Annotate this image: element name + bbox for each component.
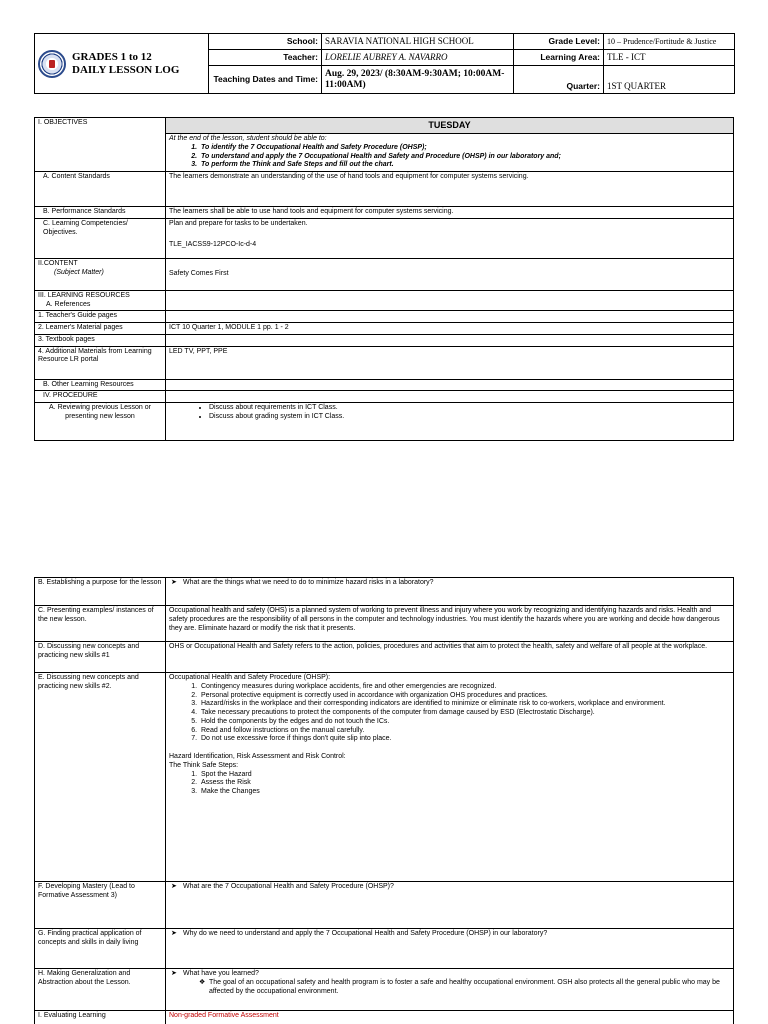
grade-value: 10 – Prudence/Fortitude & Justice <box>604 34 735 50</box>
procedure-f-label: F. Developing Mastery (Lead to Formative Assessment 3) <box>35 882 166 929</box>
procedure-h-sub: ❖ The goal of an occupational safety and health program is to foster a safe and healthy occupational environment. OSH also protects all the general public who may be affected by the occupational environment. <box>169 979 730 997</box>
objectives-intro: At the end of the lesson, student should be able to: <box>169 135 327 142</box>
content-sublabel: (Subject Matter) <box>54 268 104 276</box>
procedure-g-cell <box>166 929 734 969</box>
content-standards-label: A. Content Standards <box>35 172 166 207</box>
lm-value: ICT 10 Quarter 1, MODULE 1 pp. 1 - 2 <box>166 323 734 335</box>
procedure-h-label: H. Making Generalization and Abstraction about the Lesson. <box>35 969 166 1011</box>
resources-label-cell <box>35 290 166 311</box>
objective-item: 1. To identify the 7 Occupational Health and Safety Procedure (OHSP); <box>199 144 730 153</box>
procedure-f-text: ➤ What are the 7 Occupational Health and Safety Procedure (OHSP)? <box>169 883 730 892</box>
teacher-label: Teacher: <box>209 50 322 66</box>
area-label: Learning Area: <box>514 50 604 66</box>
lesson-table-part1 <box>34 117 734 441</box>
content-label: II.CONTENT <box>38 259 78 267</box>
day-heading: TUESDAY <box>166 118 734 134</box>
procedure-e-head: Occupational Health and Safety Procedure (OHSP): <box>169 674 331 681</box>
references-label: A. References <box>46 300 91 308</box>
title-line2: DAILY LESSON LOG <box>72 63 180 76</box>
list-item: 2. Personal protective equipment is correctly used in accordance with organization OHS procedures and practices. <box>199 692 730 701</box>
list-item: 1. Spot the Hazard <box>199 771 730 780</box>
procedure-f-cell <box>166 882 734 929</box>
list-item: 3. Make the Changes <box>199 788 730 797</box>
procedure-e-label: E. Discussing new concepts and practicing new skills #2. <box>35 673 166 882</box>
list-item: • Discuss about requirements in ICT Class. <box>209 404 730 413</box>
competency-text: Plan and prepare for tasks to be undertaken. <box>169 219 308 227</box>
teacher-value: LORELIE AUBREY A. NAVARRO <box>322 50 514 66</box>
dates-value: Aug. 29, 2023/ (8:30AM-9:30AM; 10:00AM-11:00AM) <box>322 66 514 94</box>
tg-label: 1. Teacher's Guide pages <box>35 311 166 323</box>
objective-item: 2. To understand and apply the 7 Occupational Health and Safety and Procedure (OHSP) in our laboratory and; <box>199 153 730 162</box>
procedure-d-text: OHS or Occupational Health and Safety refers to the action, policies, procedures and activities that aim to protect the health, safety and welfare of all people at the workplace. <box>166 642 734 673</box>
procedure-a-cell <box>166 403 734 441</box>
procedure-b-cell <box>166 578 734 606</box>
list-item: • Discuss about grading system in ICT Class. <box>209 413 730 422</box>
procedure-g-label: G. Finding practical application of concepts and skills in daily living <box>35 929 166 969</box>
procedure-g-text: ➤ Why do we need to understand and apply the 7 Occupational Health and Safety Procedure (OHSP) in our laboratory? <box>169 930 730 939</box>
procedure-d-label: D. Discussing new concepts and practicing new skills #1 <box>35 642 166 673</box>
list-item: 1. Contingency measures during workplace accidents, fire and other emergencies are recognized. <box>199 683 730 692</box>
procedure-i-label: I. Evaluating Learning <box>35 1011 166 1024</box>
content-standards-text: The learners demonstrate an understanding of the use of hand tools and equipment for computer systems servicing. <box>166 172 734 207</box>
procedure-h-text: ➤ What have you learned? <box>169 970 730 979</box>
tb-label: 3. Textbook pages <box>35 334 166 346</box>
procedure-e-cell <box>166 673 734 882</box>
procedure-a-label: A. Reviewing previous Lesson or presenting new lesson <box>35 403 166 441</box>
procedure-h-cell <box>166 969 734 1011</box>
procedure-i-text: Non-graded Formative Assessment <box>166 1011 734 1024</box>
school-label: School: <box>209 34 322 50</box>
title-cell <box>35 34 209 94</box>
procedure-b-label: B. Establishing a purpose for the lesson <box>35 578 166 606</box>
procedure-b-text: ➤ What are the things what we need to do to minimize hazard risks in a laboratory? <box>169 579 730 588</box>
objectives-label: I. OBJECTIVES <box>35 118 166 172</box>
other-resources-label: B. Other Learning Resources <box>35 379 166 391</box>
additional-materials-value: LED TV, PPT, PPE <box>166 346 734 379</box>
performance-standards-label: B. Performance Standards <box>35 207 166 219</box>
list-item: 5. Hold the components by the edges and do not touch the ICs. <box>199 718 730 727</box>
list-item: 7. Do not use excessive force if things don't quite slip into place. <box>199 735 730 744</box>
additional-materials-label: 4. Additional Materials from Learning Resource LR portal <box>35 346 166 379</box>
list-item: 3. Hazard/risks in the workplace and their corresponding indicators are identified to minimize or eliminate risk to co-workers, workplace and environment. <box>199 700 730 709</box>
list-item: 6. Read and follow instructions on the manual carefully. <box>199 727 730 736</box>
competency-code: TLE_IACSS9-12PCO-Ic-d-4 <box>169 240 257 248</box>
competencies-label: C. Learning Competencies/ Objectives. <box>35 218 166 258</box>
grade-label: Grade Level: <box>514 34 604 50</box>
resources-label: III. LEARNING RESOURCES <box>38 291 130 299</box>
objectives-cell <box>166 134 734 172</box>
procedure-e-head3: The Think Safe Steps: <box>169 761 239 769</box>
list-item: 2. Assess the Risk <box>199 779 730 788</box>
school-value: SARAVIA NATIONAL HIGH SCHOOL <box>322 34 514 50</box>
competencies-cell <box>166 218 734 258</box>
procedure-e-head2: Hazard Identification, Risk Assessment and Risk Control: <box>169 753 346 760</box>
area-value: TLE - ICT <box>604 50 735 66</box>
lesson-table-part2 <box>34 577 734 1024</box>
content-text: Safety Comes First <box>166 258 734 290</box>
title-line1: GRADES 1 to 12 <box>72 50 152 63</box>
lm-label: 2. Learner's Material pages <box>35 323 166 335</box>
deped-seal-icon <box>38 50 66 78</box>
list-item: 4. Take necessary precautions to protect the components of the computer from damage caused by ESD (Electrostatic Discharge). <box>199 709 730 718</box>
procedure-label: IV. PROCEDURE <box>35 391 166 403</box>
header-table <box>34 33 734 94</box>
quarter-label: Quarter: <box>514 66 604 94</box>
content-label-cell <box>35 258 166 290</box>
quarter-value: 1ST QUARTER <box>604 66 735 94</box>
objective-item: 3. To perform the Think and Safe Steps and fill out the chart. <box>199 161 730 170</box>
performance-standards-text: The learners shall be able to use hand tools and equipment for computer systems servicing. <box>166 207 734 219</box>
dates-label: Teaching Dates and Time: <box>209 66 322 94</box>
procedure-c-label: C. Presenting examples/ instances of the new lesson. <box>35 606 166 642</box>
procedure-c-text: Occupational health and safety (OHS) is a planned system of working to prevent illness and injury where you work by recognizing and identifying hazards and risks. Health and safety procedures are the responsibility of all persons in the computer and technology industries. You must identify the hazards where you are working and decide how dangerous they are. Eliminate hazard or modify the risk that it presents. <box>166 606 734 642</box>
